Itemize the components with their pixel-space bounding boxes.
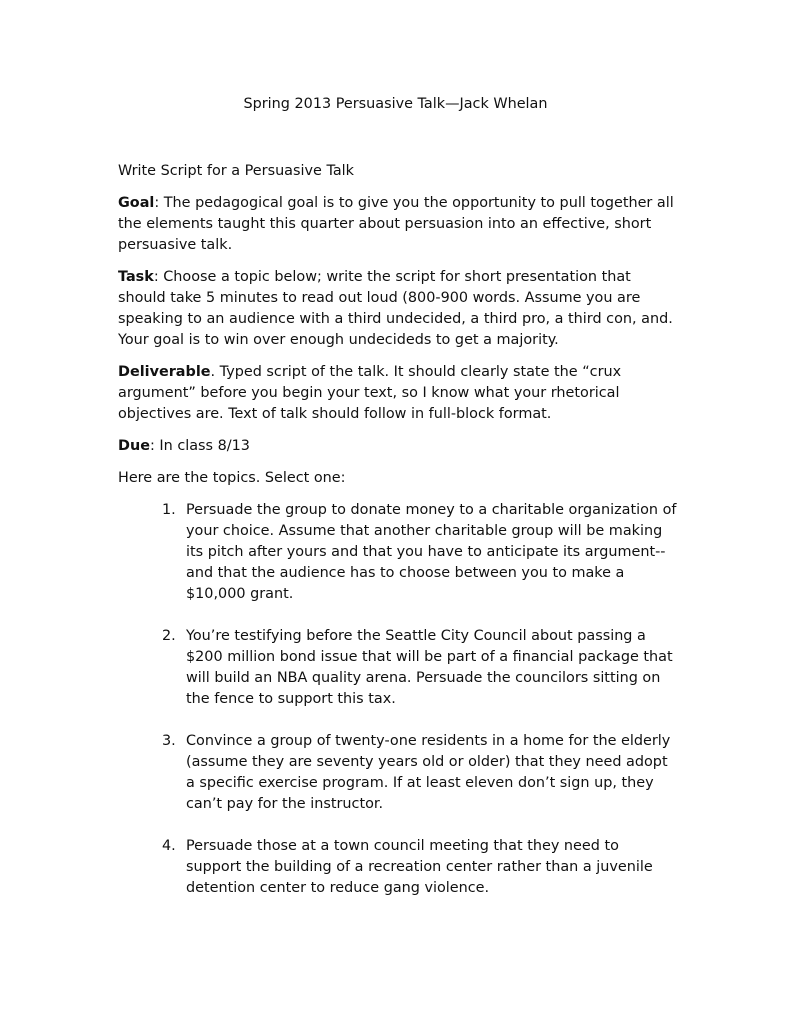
deliverable-text: . Typed script of the talk. It should clearly state the “crux argument” before you begin your text, so I know what your rhetorical objectives are. Text of talk should follow in full-block format. (118, 364, 622, 422)
goal-label: Goal (118, 195, 155, 211)
list-item-number: 1. (162, 502, 176, 518)
list-item (118, 731, 678, 815)
due-paragraph (118, 436, 678, 457)
list-item-text: You’re testifying before the Seattle City Council about passing a $200 million bond issue that will be part of a financial package that will build an NBA quality arena. Persuade the councilors sitting on the fence to support this tax. (186, 628, 673, 707)
deliverable-label: Deliverable (118, 364, 211, 380)
list-item-number: 4. (162, 838, 176, 854)
list-item-text: Persuade those at a town council meeting that they need to support the building of a recreation center rather than a juvenile detention center to reduce gang violence. (186, 838, 653, 896)
assignment-heading: Write Script for a Persuasive Talk (118, 163, 355, 179)
list-item (118, 500, 678, 605)
goal-paragraph (118, 193, 678, 256)
deliverable-paragraph (118, 362, 678, 425)
list-item-number: 3. (162, 733, 176, 749)
list-item (118, 836, 678, 899)
due-label: Due (118, 438, 150, 454)
task-text: : Choose a topic below; write the script for short presentation that should take 5 minutes to read out loud (800-900 words. Assume you are speaking to an audience with a third undecided, a third pro, a third con, and. Your goal is to win over enough undecideds to get a majority. (118, 269, 673, 348)
topics-list (118, 500, 678, 899)
task-paragraph (118, 267, 678, 351)
topics-intro: Here are the topics. Select one: (118, 470, 346, 486)
list-item (118, 626, 678, 710)
goal-text: : The pedagogical goal is to give you the opportunity to pull together all the elements taught this quarter about persuasion into an effective, short persuasive talk. (118, 195, 674, 253)
list-item-text: Persuade the group to donate money to a charitable organization of your choice. Assume that another charitable group will be making its pitch after yours and that you have to anticipate its argument--and that the audience has to choose between you to make a $10,000 grant. (186, 502, 677, 602)
document-body (118, 161, 678, 920)
due-text: : In class 8/13 (149, 438, 250, 454)
document-title: Spring 2013 Persuasive Talk—Jack Whelan (243, 96, 548, 112)
list-item-number: 2. (162, 628, 176, 644)
list-item-text: Convince a group of twenty-one residents in a home for the elderly (assume they are seventy years old or older) that they need adopt a specific exercise program. If at least eleven don’t sign up, they can’t pay for the instructor. (186, 733, 671, 812)
task-label: Task (118, 269, 154, 285)
